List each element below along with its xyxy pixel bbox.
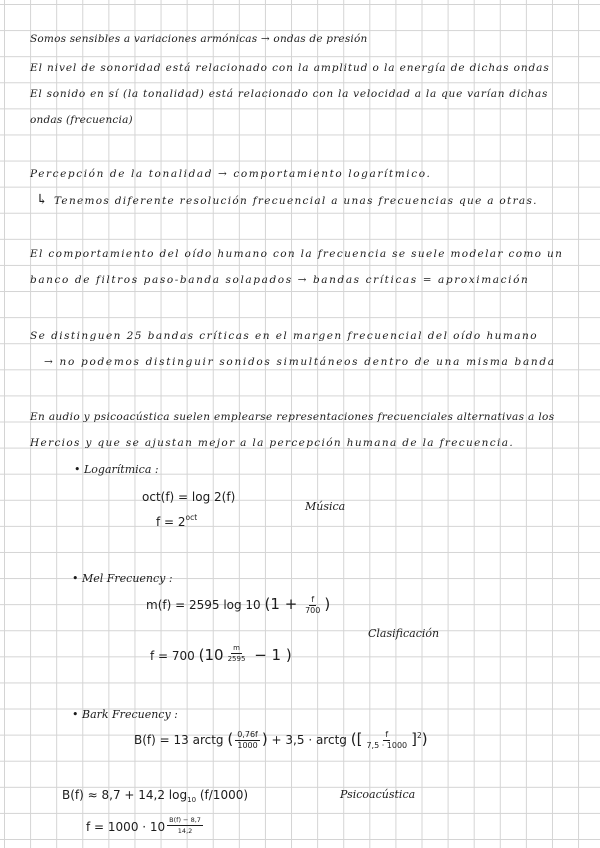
hook-arrow-icon: ↳ [36, 192, 48, 208]
bark-eq2-rhs: (f/1000) [199, 788, 249, 802]
bark-eq1-fraction-2 [364, 730, 409, 751]
bark-eq3-exp-numerator: B(f) − 8,7 [169, 816, 201, 824]
bark-eq3-exp-denominator: 14,2 [177, 827, 193, 835]
bark-equation-3 [86, 815, 205, 836]
mel-eq1-denominator: 700 [305, 606, 321, 615]
mel-eq2-exp-denominator: 2595 [227, 655, 246, 663]
mel-eq1-numerator: f [311, 595, 315, 604]
text-line: ondas (frecuencia) [30, 114, 133, 126]
bark-equation-2 [62, 788, 248, 804]
mel-equation-2 [150, 643, 292, 664]
bark-eq3-exponent [167, 815, 203, 836]
section-title-log: • Logarítmica : [74, 463, 159, 476]
bark-eq1-paren: ( [227, 730, 234, 748]
mel-eq1-fraction [303, 595, 322, 616]
log-equation-2-exponent: oct [185, 513, 198, 522]
bark-eq1-lhs: B(f) = 13 arctg [134, 733, 224, 747]
bark-eq1-middle: + 3,5 · arctg [271, 733, 347, 747]
text-line: En audio y psicoacústica suelen emplearse representaciones frecuenciales alternativas a los [30, 411, 555, 423]
mel-eq2-exp-numerator: m [233, 644, 240, 652]
mel-eq1-close: ) [324, 595, 331, 613]
text-line: Se distinguen 25 bandas críticas en el margen frecuencial del oído humano [30, 330, 538, 342]
mel-note: Clasificación [368, 627, 440, 640]
text-line: El nivel de sonoridad está relacionado con la amplitud o la energía de dichas ondas [30, 62, 550, 74]
mel-equation-1 [146, 595, 330, 616]
text-line: Tenemos diferente resolución frecuencial a unas frecuencias que a otras. [53, 195, 538, 207]
log-equation-2 [156, 513, 197, 529]
bark-eq1-paren: ] [411, 730, 418, 748]
mel-eq2-lhs: f = 700 [150, 649, 195, 663]
text-line: El comportamiento del oído humano con la frecuencia se suele modelar como un [30, 248, 564, 260]
bark-eq1-denominator-1: 1000 [237, 741, 258, 750]
log-note: Música [305, 500, 346, 513]
bark-eq1-paren: ([ [350, 730, 363, 748]
mel-eq2-open: (10 [198, 646, 224, 664]
bark-eq2-subscript: 10 [187, 796, 197, 804]
text-line: → no podemos distinguir sonidos simultáneos dentro de una misma banda [44, 356, 556, 368]
mel-eq2-exponent [226, 643, 248, 664]
text-line: Somos sensibles a variaciones armónicas → ondas de presión [30, 33, 368, 45]
bark-note: Psicoacústica [340, 788, 416, 801]
bark-eq1-fraction-1 [235, 730, 260, 751]
text-line: banco de filtros paso-banda solapados → bandas críticas = aproximación [30, 274, 530, 286]
text-line: Percepción de la tonalidad → comportamiento logarítmico. [30, 168, 432, 180]
bark-eq1-exponent: 2 [417, 731, 422, 740]
bark-eq1-paren: ) [421, 730, 428, 748]
text-line: El sonido en sí (la tonalidad) está relacionado con la velocidad a la que varían dichas [30, 88, 549, 100]
bark-eq1-numerator-1: 0,76f [237, 730, 258, 739]
log-equation-1: oct(f) = log 2(f) [142, 490, 236, 504]
log-equation-2-base: f = 2 [156, 515, 186, 529]
text-line: Hercios y que se ajustan mejor a la percepción humana de la frecuencia. [30, 437, 515, 449]
bark-eq3-lhs: f = 1000 · 10 [86, 820, 166, 834]
mel-eq2-close: − 1 ) [249, 646, 292, 664]
section-title-mel: • Mel Frecuency : [72, 572, 173, 585]
bark-eq2-lhs: B(f) ≈ 8,7 + 14,2 log [62, 788, 188, 802]
bark-eq1-numerator-2: f [385, 730, 389, 739]
mel-eq1-lhs: m(f) = 2595 log 10 [146, 598, 261, 612]
text-line-indented [36, 192, 538, 208]
bark-eq1-paren: ) [261, 730, 268, 748]
section-title-bark: • Bark Frecuency : [72, 708, 178, 721]
mel-eq1-open: (1 + [264, 595, 298, 613]
bark-equation-1 [134, 730, 428, 751]
bark-eq1-denominator-2: 7,5 · 1000 [366, 741, 408, 750]
